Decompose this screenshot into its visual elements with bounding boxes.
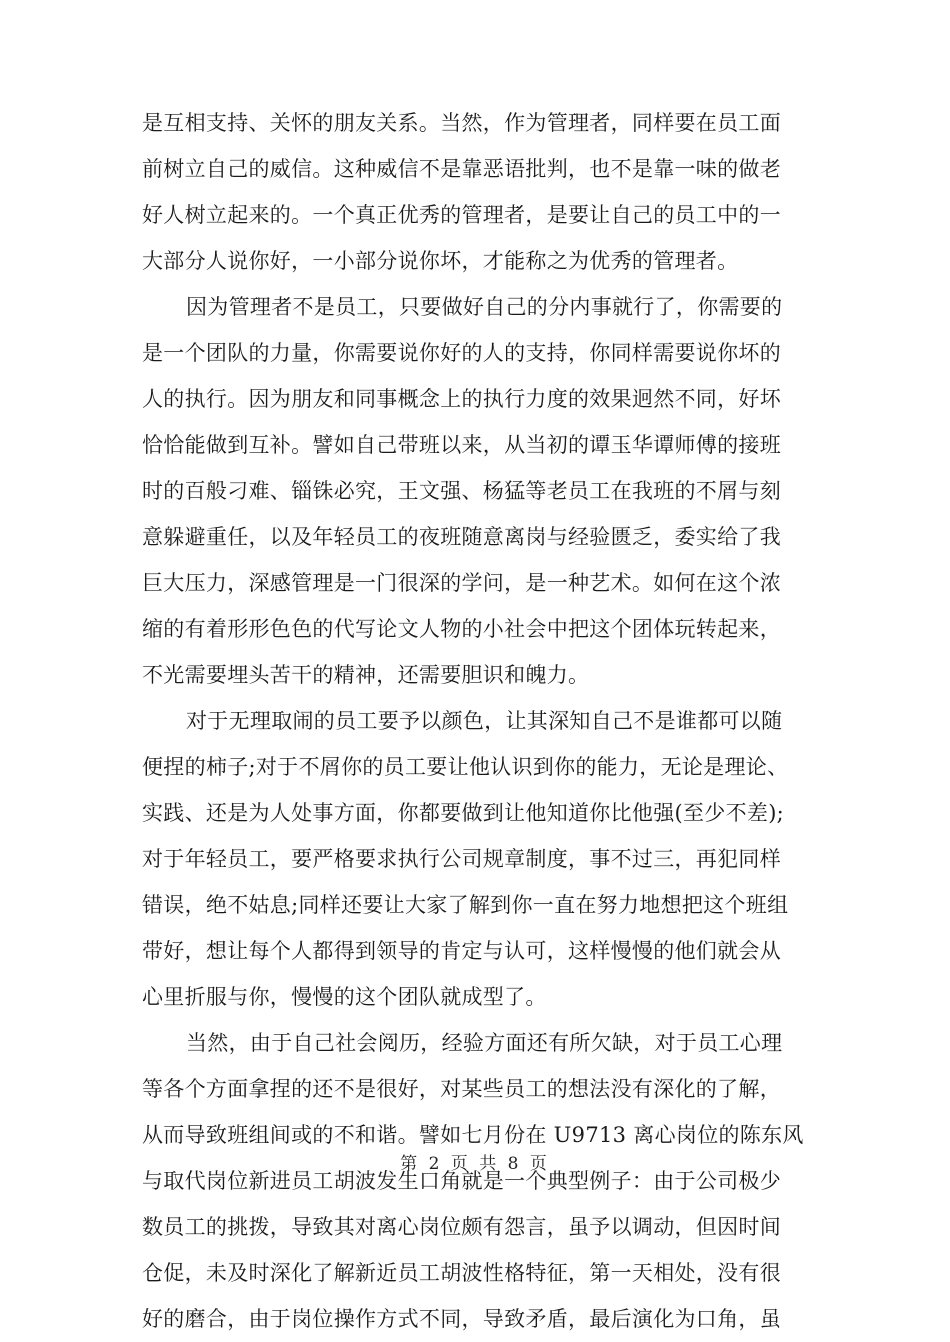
paragraph [142,1020,812,1342]
text-line: 前树立自己的威信。这种威信不是靠恶语批判，也不是靠一味的做老 [142,157,781,181]
text-line: 数员工的挑拨，导致其对离心岗位颇有怨言，虽予以调动，但因时间 [142,1215,781,1239]
text-line: 巨大压力，深感管理是一门很深的学问，是一种艺术。如何在这个浓 [142,571,781,595]
text-line: 好的磨合，由于岗位操作方式不同，导致矛盾，最后演化为口角，虽 [142,1307,781,1331]
text-line: 是互相支持、关怀的朋友关系。当然，作为管理者，同样要在员工面 [142,111,781,135]
paragraph [142,698,812,1020]
text-line: 等各个方面拿捏的还不是很好，对某些员工的想法没有深化的了解， [142,1077,781,1101]
text-line: 从而导致班组间或的不和谐。譬如七月份在 U9713 离心岗位的陈东风 [142,1123,804,1147]
page-number-footer: 第 2 页 共 8 页 [400,1154,550,1174]
text-line: 意躲避重任，以及年轻员工的夜班随意离岗与经验匮乏，委实给了我 [142,525,781,549]
paragraph [142,284,812,698]
text-line: 不光需要埋头苦干的精神，还需要胆识和魄力。 [142,663,590,687]
text-line: 缩的有着形形色色的代写论文人物的小社会中把这个团体玩转起来， [142,617,781,641]
text-line: 仓促，未及时深化了解新近员工胡波性格特征，第一天相处，没有很 [142,1261,781,1285]
text-line: 当然，由于自己社会阅历，经验方面还有所欠缺，对于员工心理 [186,1031,783,1055]
text-line: 与取代岗位新进员工胡波发生口角就是一个典型例子：由于公司极少 [142,1169,781,1193]
text-line: 对于无理取闹的员工要予以颜色，让其深知自己不是谁都可以随 [186,709,783,733]
text-line: 大部分人说你好，一小部分说你坏，才能称之为优秀的管理者。 [142,249,739,273]
text-line: 时的百般刁难、锱铢必究，王文强、杨猛等老员工在我班的不屑与刻 [142,479,781,503]
text-line: 因为管理者不是员工，只要做好自己的分内事就行了，你需要的 [186,295,783,319]
text-line: 是一个团队的力量，你需要说你好的人的支持，你同样需要说你坏的 [142,341,781,365]
text-line: 对于年轻员工，要严格要求执行公司规章制度，事不过三，再犯同样 [142,847,781,871]
text-line: 实践、还是为人处事方面，你都要做到让他知道你比他强(至少不差); [142,801,785,825]
paragraph [142,100,812,284]
text-line: 恰恰能做到互补。譬如自己带班以来，从当初的谭玉华谭师傅的接班 [142,433,781,457]
text-line: 好人树立起来的。一个真正优秀的管理者，是要让自己的员工中的一 [142,203,781,227]
text-line: 带好，想让每个人都得到领导的肯定与认可，这样慢慢的他们就会从 [142,939,781,963]
text-line: 心里折服与你，慢慢的这个团队就成型了。 [142,985,547,1009]
text-line: 人的执行。因为朋友和同事概念上的执行力度的效果迥然不同，好坏 [142,387,781,411]
text-line: 便捏的柿子;对于不屑你的员工要让他认识到你的能力，无论是理论、 [142,755,789,779]
text-line: 错误，绝不姑息;同样还要让大家了解到你一直在努力地想把这个班组 [142,893,789,917]
